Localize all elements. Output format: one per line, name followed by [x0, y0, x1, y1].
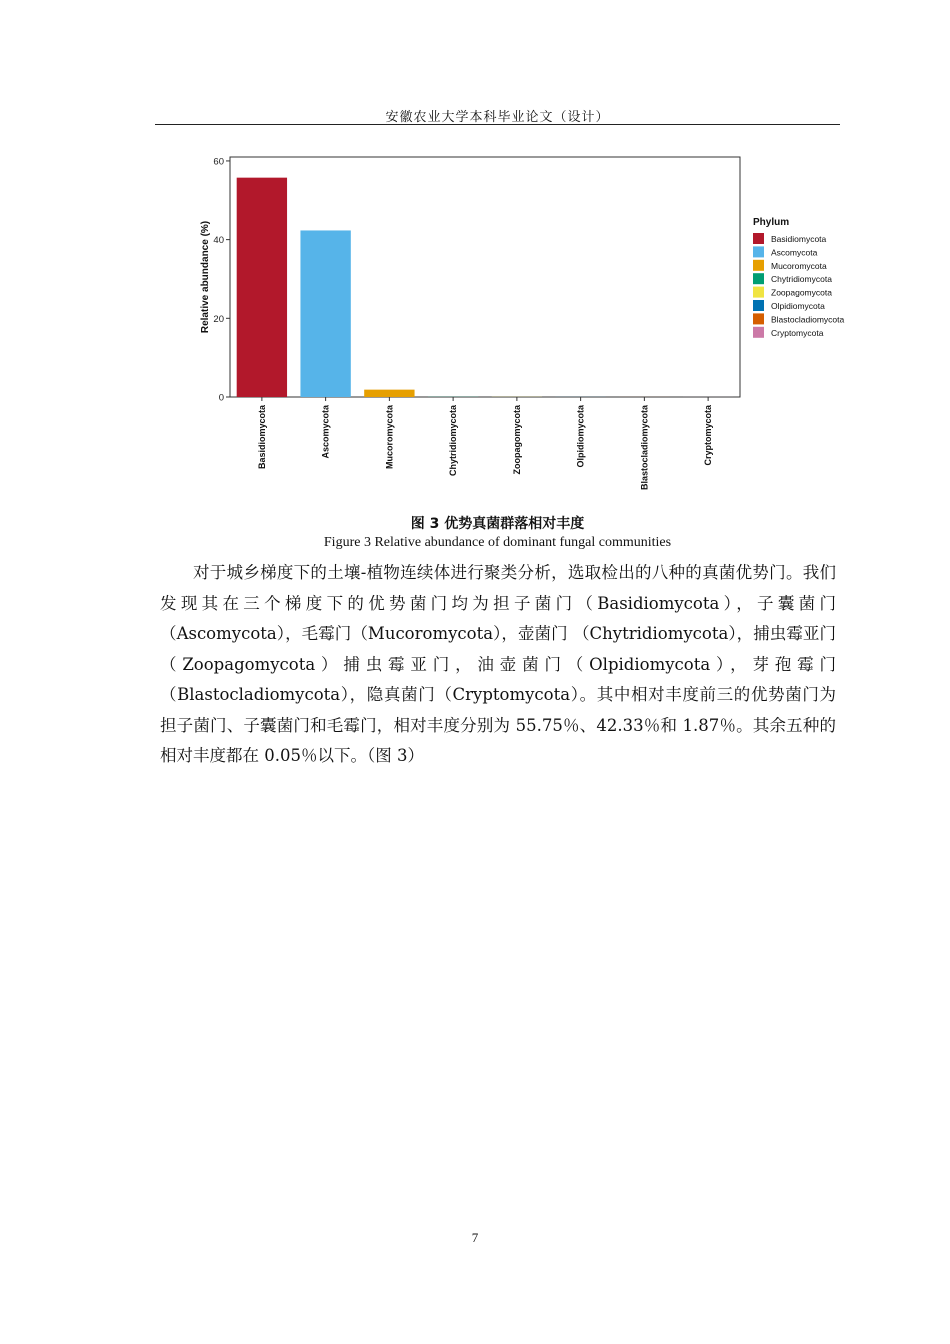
x-tick-label: Blastocladiomycota	[639, 405, 650, 491]
running-header: 安徽农业大学本科毕业论文（设计）	[385, 110, 610, 125]
legend-swatch	[753, 273, 764, 284]
page-number: 7	[471, 1230, 479, 1245]
x-tick-label: Olpidiomycota	[575, 405, 586, 468]
legend-label: Ascomycota	[771, 247, 818, 258]
y-axis-label: Relative abundance (%)	[200, 220, 211, 334]
legend-swatch	[753, 300, 764, 311]
legend-swatch	[753, 233, 764, 244]
legend-label: Mucoromycota	[771, 260, 827, 271]
x-tick-label: Cryptomycota	[703, 405, 714, 466]
legend-swatch	[753, 246, 764, 257]
legend-swatch	[753, 287, 764, 298]
legend-label: Olpidiomycota	[771, 301, 825, 311]
legend-label: Chytridiomycota	[771, 274, 832, 285]
legend-label: Zoopagomycota	[771, 287, 832, 298]
x-tick-label: Zoopagomycota	[511, 405, 522, 475]
legend-swatch	[753, 313, 764, 324]
bar-ascomycota	[300, 230, 350, 397]
figure-caption-cn: 图 3 优势真菌群落相对丰度	[410, 516, 585, 532]
chart-legend	[753, 217, 845, 338]
x-tick-label: Mucoromycota	[384, 405, 395, 470]
legend-label: Blastocladiomycota	[771, 314, 845, 325]
body-paragraph: 对于城乡梯度下的土壤-植物连续体进行聚类分析，选取检出的八种的真菌优势门。我们发现其在三个梯度下的优势菌门均为担子菌门（Basidiomycota），子囊菌门（Ascomycota），毛霉门（Mucoromycota），壶菌门 （Chytridiomycota），捕虫霉亚门（Zoopagomycota）捕虫霉亚门，油壶菌门（Olpidiomycota），芽孢霉门（Blastocladiomycota），隐真菌门（Cryptomycota）。其中相对丰度前三的优势菌门为担子菌门、子囊菌门和毛霉门，相对丰度分别为 55.75％、42.33％和 1.87％。其余五种的相对丰度都在 0.05％以下。（图 3）	[160, 563, 836, 765]
y-tick-label: 60	[213, 156, 224, 168]
legend-label: Basidiomycota	[771, 234, 827, 244]
y-tick-label: 20	[213, 313, 224, 325]
bar-mucoromycota	[364, 390, 414, 397]
x-tick-label: Ascomycota	[320, 405, 331, 459]
relative-abundance-chart	[190, 145, 870, 505]
chart-bars	[237, 178, 734, 397]
y-tick-label: 0	[218, 392, 224, 404]
legend-swatch	[753, 327, 764, 338]
y-tick-label: 40	[213, 235, 224, 247]
figure-caption-en: Figure 3 Relative abundance of dominant fungal communities	[323, 535, 672, 550]
legend-title: Phylum	[753, 217, 790, 228]
legend-label: Cryptomycota	[771, 327, 824, 338]
bar-basidiomycota	[237, 178, 287, 397]
x-tick-label: Chytridiomycota	[448, 405, 459, 477]
legend-swatch	[753, 260, 764, 271]
header-rule	[155, 124, 840, 125]
x-tick-label: Basidiomycota	[256, 405, 267, 470]
